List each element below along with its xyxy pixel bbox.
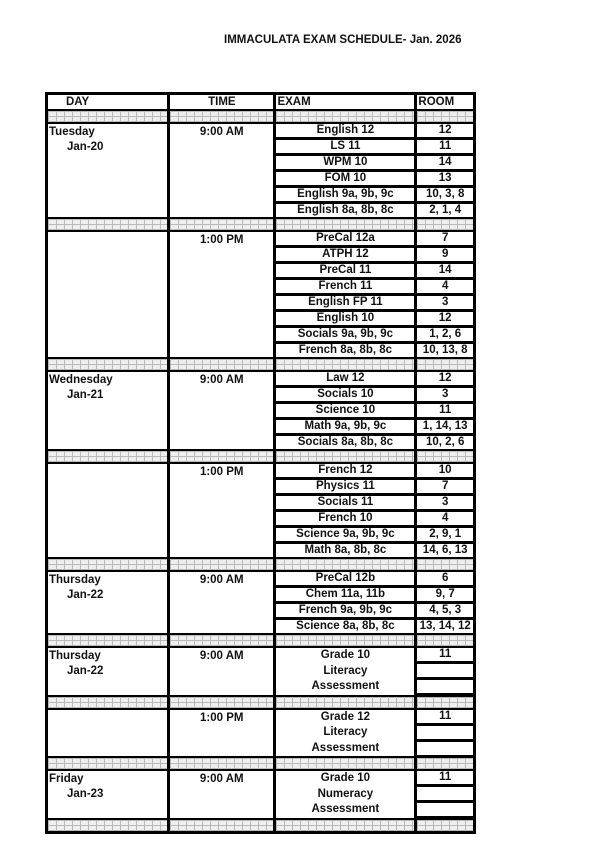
exam-column: [276, 464, 414, 557]
day-date: Jan-23: [67, 788, 104, 800]
separator-cell: [48, 111, 167, 122]
day-name: [48, 710, 167, 711]
separator-cell: [48, 635, 167, 646]
separator-cell: [48, 451, 167, 462]
separator-cell: [170, 559, 273, 570]
separator-cell: [170, 697, 273, 708]
room-column: [417, 232, 473, 357]
separator-cell: [48, 820, 167, 831]
room-number: 14, 6, 13: [417, 544, 473, 557]
exam-name: Math 9a, 9b, 9c: [276, 420, 414, 433]
room-number: 14: [417, 156, 473, 169]
separator-cell: [417, 219, 473, 230]
day-cell: [48, 124, 167, 217]
room-column: [417, 124, 473, 217]
room-number: 13, 14, 12: [417, 620, 473, 633]
room-number: 7: [417, 480, 473, 493]
exam-name: Socials 9a, 9b, 9c: [276, 328, 414, 341]
exam-name: French 11: [276, 280, 414, 293]
room-number: 12: [417, 124, 473, 137]
day-name: Tuesday: [49, 126, 95, 138]
exam-name: English 10: [276, 312, 414, 325]
room-number: 3: [417, 388, 473, 401]
time-cell: 9:00 AM: [170, 572, 273, 633]
exam-column: [276, 124, 414, 217]
room-column: [417, 648, 473, 695]
room-number: 9: [417, 248, 473, 261]
room-number: 2, 1, 4: [417, 204, 473, 217]
exam-column: [276, 572, 414, 633]
room-number: [417, 742, 473, 755]
room-column: [417, 771, 473, 818]
exam-name: French 10: [276, 512, 414, 525]
exam-name: PreCal 11: [276, 264, 414, 277]
assessment-line: Assessment: [311, 803, 380, 815]
separator-cell: [170, 451, 273, 462]
assessment-line: Literacy: [323, 664, 368, 677]
exam-name: English 12: [276, 124, 414, 137]
day-cell: [48, 648, 167, 695]
assessment-line: Literacy: [323, 726, 368, 738]
separator-cell: [276, 820, 414, 831]
room-number: 9, 7: [417, 588, 473, 601]
header-exam: EXAM: [276, 95, 414, 109]
room-column: [417, 572, 473, 633]
room-number: 10, 3, 8: [417, 188, 473, 201]
assessment-line: Grade 12: [320, 710, 370, 723]
separator-cell: [417, 559, 473, 570]
room-number: 10, 2, 6: [417, 436, 473, 449]
schedule-block: [48, 232, 473, 357]
room-number: 11: [417, 140, 473, 153]
separator-row: [48, 111, 473, 122]
exam-name: Physics 11: [276, 480, 414, 493]
time-cell: 1:00 PM: [170, 464, 273, 557]
day-date: Jan-22: [67, 665, 104, 677]
exam-name: Science 8a, 8b, 8c: [276, 620, 414, 633]
separator-row: [48, 559, 473, 570]
exam-column: [276, 232, 414, 357]
schedule-block: [48, 372, 473, 449]
time-cell: 1:00 PM: [170, 232, 273, 357]
exam-name: Chem 11a, 11b: [276, 588, 414, 601]
day-date: Jan-21: [67, 389, 104, 401]
separator-cell: [48, 359, 167, 370]
exam-name: PreCal 12b: [276, 572, 414, 585]
day-name: [48, 464, 167, 465]
separator-cell: [170, 359, 273, 370]
schedule-body: [48, 111, 473, 831]
separator-cell: [276, 219, 414, 230]
assessment-line: Grade 10: [320, 649, 370, 661]
separator-cell: [417, 111, 473, 122]
separator-cell: [48, 697, 167, 708]
room-number: [417, 726, 473, 739]
separator-cell: [276, 697, 414, 708]
separator-cell: [276, 635, 414, 646]
room-number: 3: [417, 296, 473, 309]
day-name: Thursday: [49, 650, 101, 662]
separator-cell: [48, 559, 167, 570]
schedule-block: [48, 464, 473, 557]
room-number: 2, 9, 1: [417, 528, 473, 541]
exam-name: LS 11: [276, 140, 414, 153]
day-name: Wednesday: [49, 374, 113, 386]
exam-name: Socials 10: [276, 388, 414, 401]
room-number: 3: [417, 496, 473, 509]
room-number: 10, 13, 8: [417, 344, 473, 357]
day-date: Jan-22: [67, 589, 104, 601]
room-number: 11: [417, 771, 473, 784]
separator-row: [48, 758, 473, 769]
assessment-line: Grade 10: [320, 772, 370, 784]
room-number: 11: [417, 648, 473, 661]
separator-cell: [417, 820, 473, 831]
time-cell: 9:00 AM: [170, 771, 273, 818]
day-date: Jan-20: [67, 141, 104, 153]
document-title: IMMACULATA EXAM SCHEDULE- Jan. 2026: [224, 34, 462, 46]
time-cell: 9:00 AM: [170, 648, 273, 695]
day-cell: [48, 710, 167, 757]
separator-cell: [170, 635, 273, 646]
exam-name: English FP 11: [276, 296, 414, 309]
day-cell: [48, 464, 167, 557]
assessment-block: [48, 710, 473, 757]
room-number: 1, 2, 6: [417, 328, 473, 341]
day-name: [48, 232, 167, 233]
exam-name: English 9a, 9b, 9c: [276, 188, 414, 201]
separator-cell: [417, 359, 473, 370]
day-cell: [48, 232, 167, 357]
exam-name: Science 9a, 9b, 9c: [276, 528, 414, 541]
exam-name: French 8a, 8b, 8c: [276, 344, 414, 357]
day-cell: [48, 372, 167, 449]
room-number: 12: [417, 312, 473, 325]
day-cell: [48, 572, 167, 633]
room-number: 10: [417, 464, 473, 477]
room-number: 1, 14, 13: [417, 420, 473, 433]
separator-row: [48, 697, 473, 708]
room-number: [417, 787, 473, 800]
room-number: [417, 664, 473, 677]
separator-row: [48, 820, 473, 831]
assessment-name: [276, 710, 414, 757]
separator-cell: [48, 219, 167, 230]
room-number: 11: [417, 404, 473, 417]
exam-name: Math 8a, 8b, 8c: [276, 544, 414, 557]
separator-cell: [276, 111, 414, 122]
room-number: [417, 680, 473, 693]
exam-name: ATPH 12: [276, 248, 414, 261]
room-number: 11: [417, 710, 473, 723]
separator-cell: [417, 697, 473, 708]
exam-name: Socials 8a, 8b, 8c: [276, 436, 414, 449]
exam-column: [276, 372, 414, 449]
separator-row: [48, 219, 473, 230]
separator-cell: [276, 451, 414, 462]
separator-cell: [276, 359, 414, 370]
header-time: TIME: [170, 95, 273, 109]
time-cell: 1:00 PM: [170, 710, 273, 757]
room-number: 13: [417, 172, 473, 185]
room-column: [417, 710, 473, 757]
exam-name: French 12: [276, 464, 414, 477]
header-row: [48, 95, 473, 109]
assessment-block: [48, 648, 473, 695]
exam-name: Law 12: [276, 372, 414, 385]
header-day: DAY: [48, 95, 167, 109]
assessment-name: [276, 771, 414, 818]
time-cell: 9:00 AM: [170, 372, 273, 449]
header-room: ROOM: [417, 95, 473, 109]
room-number: [417, 803, 473, 816]
exam-name: English 8a, 8b, 8c: [276, 204, 414, 217]
separator-cell: [276, 758, 414, 769]
separator-cell: [170, 820, 273, 831]
day-name: Friday: [49, 773, 84, 785]
assessment-line: Assessment: [311, 741, 380, 754]
room-number: 12: [417, 372, 473, 385]
assessment-line: Assessment: [311, 680, 380, 692]
exam-name: WPM 10: [276, 156, 414, 169]
room-column: [417, 464, 473, 557]
separator-cell: [417, 635, 473, 646]
separator-row: [48, 359, 473, 370]
separator-cell: [170, 219, 273, 230]
exam-name: French 9a, 9b, 9c: [276, 604, 414, 617]
room-number: 4, 5, 3: [417, 604, 473, 617]
exam-name: Science 10: [276, 404, 414, 417]
separator-cell: [170, 758, 273, 769]
assessment-line: Numeracy: [317, 787, 374, 800]
exam-name: Socials 11: [276, 496, 414, 509]
room-column: [417, 372, 473, 449]
separator-cell: [276, 559, 414, 570]
exam-schedule-table: [45, 92, 476, 834]
exam-name: PreCal 12a: [276, 232, 414, 245]
schedule-block: [48, 124, 473, 217]
separator-cell: [170, 111, 273, 122]
schedule-block: [48, 572, 473, 633]
separator-row: [48, 451, 473, 462]
separator-cell: [48, 758, 167, 769]
room-number: 4: [417, 280, 473, 293]
room-number: 4: [417, 512, 473, 525]
day-name: Thursday: [49, 574, 101, 586]
day-cell: [48, 771, 167, 818]
separator-cell: [417, 451, 473, 462]
assessment-block: [48, 771, 473, 818]
assessment-name: [276, 648, 414, 695]
separator-cell: [417, 758, 473, 769]
time-cell: 9:00 AM: [170, 124, 273, 217]
separator-row: [48, 635, 473, 646]
room-number: 14: [417, 264, 473, 277]
room-number: 7: [417, 232, 473, 245]
room-number: 6: [417, 572, 473, 585]
exam-name: FOM 10: [276, 172, 414, 185]
